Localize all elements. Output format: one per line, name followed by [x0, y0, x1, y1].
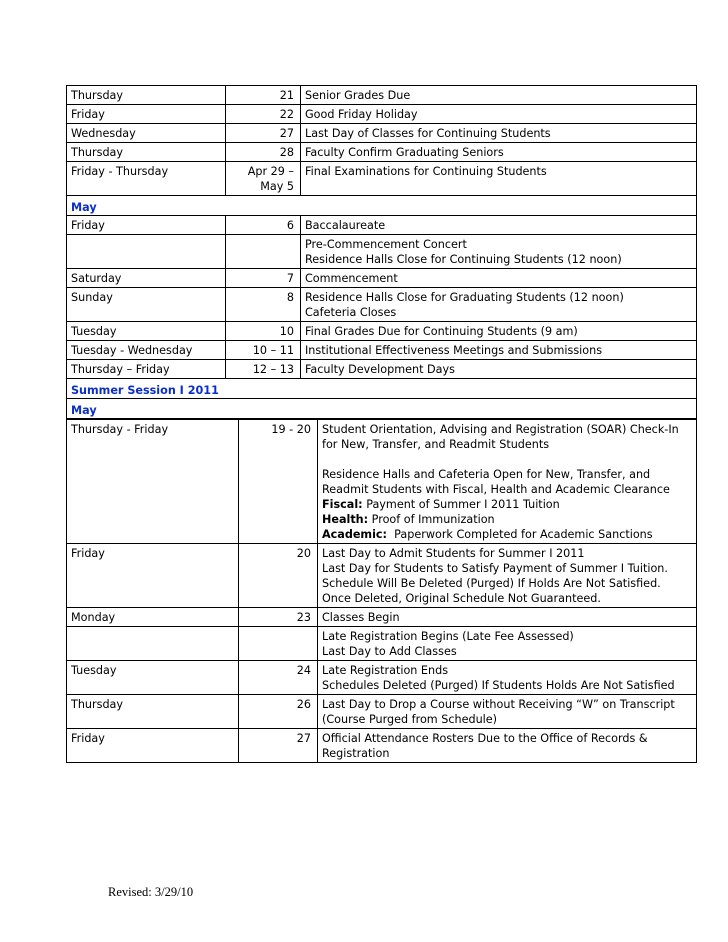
event-line: Readmit Students with Fiscal, Health and Academic Clearance [322, 483, 670, 496]
event-cell [301, 360, 697, 379]
event-line: Senior Grades Due [305, 89, 411, 102]
fiscal-label: Fiscal: [322, 498, 363, 511]
table-row [67, 661, 697, 695]
day-cell: Friday [67, 544, 239, 608]
month-heading-may: May [67, 196, 697, 216]
day-cell: Wednesday [67, 124, 226, 143]
date-cell: 10 [226, 322, 301, 341]
month-heading-row [67, 196, 697, 216]
event-cell [301, 124, 697, 143]
event-line: Last Day to Admit Students for Summer I 2011 [322, 547, 585, 560]
day-cell: Thursday [67, 86, 226, 105]
event-cell [318, 544, 697, 608]
date-cell: 12 – 13 [226, 360, 301, 379]
event-line: Baccalaureate [305, 219, 386, 232]
day-cell: Tuesday - Wednesday [67, 341, 226, 360]
table-row [67, 269, 697, 288]
date-cell: 23 [239, 608, 318, 627]
event-line: Late Registration Ends [322, 664, 449, 677]
day-cell [67, 627, 239, 661]
event-line: Cafeteria Closes [305, 306, 397, 319]
event-line: Last Day of Classes for Continuing Students [305, 127, 551, 140]
day-cell: Friday [67, 729, 239, 763]
event-line: Last Day for Students to Satisfy Payment of Summer I Tuition. [322, 562, 668, 575]
month-heading-row [67, 399, 697, 419]
date-cell: 6 [226, 216, 301, 235]
table-row [67, 105, 697, 124]
table-row [67, 729, 697, 763]
event-line: Residence Halls Close for Graduating Students (12 noon) [305, 291, 624, 304]
date-cell: 27 [239, 729, 318, 763]
event-line: Late Registration Begins (Late Fee Assessed) [322, 630, 574, 643]
event-cell [318, 695, 697, 729]
fiscal-line [322, 497, 692, 512]
event-cell [318, 627, 697, 661]
health-text: Proof of Immunization [368, 513, 495, 526]
event-cell [318, 729, 697, 763]
academic-calendar-table-spring [66, 85, 697, 419]
event-line: Registration [322, 747, 390, 760]
date-cell [226, 162, 301, 196]
health-label: Health: [322, 513, 369, 526]
session-heading-summer: Summer Session I 2011 [67, 379, 697, 399]
day-cell: Thursday [67, 695, 239, 729]
academic-text: Paperwork Completed for Academic Sanctions [387, 528, 653, 541]
day-cell: Friday [67, 216, 226, 235]
table-row [67, 162, 697, 196]
spring-may-rows [67, 216, 697, 379]
event-cell [301, 86, 697, 105]
academic-calendar-table-summer [66, 419, 697, 763]
event-line: for New, Transfer, and Readmit Students [322, 438, 550, 451]
date-cell: 7 [226, 269, 301, 288]
table-row [67, 124, 697, 143]
table-row [67, 288, 697, 322]
event-line: Commencement [305, 272, 398, 285]
health-line [322, 512, 692, 527]
table-row [67, 627, 697, 661]
event-cell [301, 341, 697, 360]
day-cell: Thursday - Friday [67, 420, 239, 544]
date-cell: 10 – 11 [226, 341, 301, 360]
event-line: Faculty Development Days [305, 363, 455, 376]
date-cell [239, 627, 318, 661]
event-line: Pre-Commencement Concert [305, 238, 467, 251]
table-row-soar [67, 420, 697, 544]
session-heading-row [67, 379, 697, 399]
day-cell: Saturday [67, 269, 226, 288]
event-cell [301, 162, 697, 196]
table-row [67, 608, 697, 627]
calendar-page [66, 85, 697, 763]
event-line: Once Deleted, Original Schedule Not Guaranteed. [322, 592, 601, 605]
event-line: Student Orientation, Advising and Registration (SOAR) Check-In [322, 423, 679, 436]
event-cell [301, 288, 697, 322]
table-row [67, 235, 697, 269]
event-cell [318, 420, 697, 544]
event-cell [301, 269, 697, 288]
day-cell: Thursday [67, 143, 226, 162]
date-cell: 20 [239, 544, 318, 608]
event-line: Residence Halls and Cafeteria Open for New, Transfer, and [322, 468, 651, 481]
table-row [67, 360, 697, 379]
event-cell [301, 216, 697, 235]
event-cell [301, 143, 697, 162]
academic-line [322, 527, 692, 542]
table-row [67, 544, 697, 608]
day-cell: Sunday [67, 288, 226, 322]
date-line: May 5 [260, 180, 294, 193]
event-line: Final Examinations for Continuing Students [305, 165, 547, 178]
event-line: Last Day to Drop a Course without Receiving “W” on Transcript [322, 698, 675, 711]
table-row [67, 86, 697, 105]
event-line: Good Friday Holiday [305, 108, 418, 121]
day-cell [67, 235, 226, 269]
event-line: (Course Purged from Schedule) [322, 713, 498, 726]
event-cell [301, 105, 697, 124]
table-row [67, 143, 697, 162]
date-cell: 8 [226, 288, 301, 322]
event-line: Institutional Effectiveness Meetings and Submissions [305, 344, 603, 357]
event-line: Faculty Confirm Graduating Seniors [305, 146, 504, 159]
academic-label: Academic: [322, 528, 388, 541]
event-line: Classes Begin [322, 611, 400, 624]
day-cell: Tuesday [67, 322, 226, 341]
event-cell [318, 608, 697, 627]
day-cell: Friday [67, 105, 226, 124]
date-cell: 26 [239, 695, 318, 729]
table-row [67, 216, 697, 235]
event-line: Residence Halls Close for Continuing Students (12 noon) [305, 253, 622, 266]
revised-date-footer: Revised: 3/29/10 [108, 885, 194, 899]
event-cell [301, 235, 697, 269]
date-cell [226, 235, 301, 269]
day-cell: Tuesday [67, 661, 239, 695]
table-row [67, 695, 697, 729]
table-row [67, 322, 697, 341]
event-line: Schedule Will Be Deleted (Purged) If Holds Are Not Satisfied. [322, 577, 661, 590]
event-line: Official Attendance Rosters Due to the Office of Records & [322, 732, 648, 745]
event-line: Last Day to Add Classes [322, 645, 457, 658]
month-heading-may-summer: May [67, 399, 697, 419]
date-cell: 21 [226, 86, 301, 105]
event-line: Final Grades Due for Continuing Students (9 am) [305, 325, 578, 338]
date-cell: 28 [226, 143, 301, 162]
event-cell [318, 661, 697, 695]
date-cell: 19 - 20 [239, 420, 318, 544]
day-cell: Thursday – Friday [67, 360, 226, 379]
day-cell: Monday [67, 608, 239, 627]
table-row [67, 341, 697, 360]
date-cell: 24 [239, 661, 318, 695]
event-cell [301, 322, 697, 341]
fiscal-text: Payment of Summer I 2011 Tuition [362, 498, 560, 511]
date-line: Apr 29 – [247, 165, 294, 178]
summer-may-rows [67, 544, 697, 763]
spring-april-rows [67, 86, 697, 196]
date-cell: 22 [226, 105, 301, 124]
date-cell: 27 [226, 124, 301, 143]
event-line: Schedules Deleted (Purged) If Students Holds Are Not Satisfied [322, 679, 675, 692]
day-cell: Friday - Thursday [67, 162, 226, 196]
